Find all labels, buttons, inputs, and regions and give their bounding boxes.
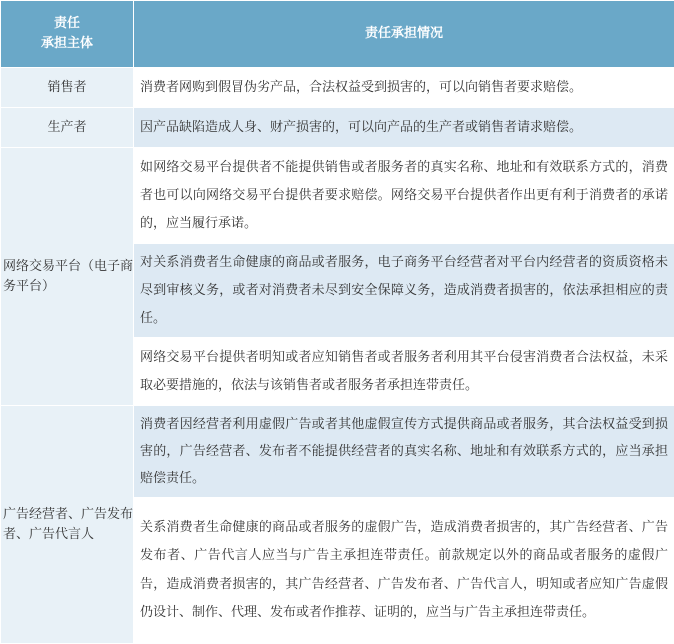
- subject-seller: 销售者: [1, 68, 134, 108]
- subject-platform: 网络交易平台（电子商务平台）: [1, 148, 134, 406]
- responsibility-cell: 消费者因经营者利用虚假广告或者其他虚假宣传方式提供商品或者服务，其合法权益受到损害的，广告经营者、发布者不能提供经营者的真实名称、地址和有效联系方式的，应当承担赔偿责任。: [134, 406, 674, 498]
- responsibility-cell: 关系消费者生命健康的商品或者服务的虚假广告，造成消费者损害的，其广告经营者、广告发布者、广告代言人应当与广告主承担连带责任。前款规定以外的商品或者服务的虚假广告，造成消费者损害的，其广告经营者、广告发布者、广告代言人，明知或者应知广告虚假仍设计、制作、代理、发布或者作推荐、证明的，应当与广告主承担连带责任。: [134, 498, 674, 644]
- table-row: [1, 68, 674, 108]
- table-row: [1, 148, 674, 244]
- responsibility-cell: 对关系消费者生命健康的商品或者服务，电子商务平台经营者对平台内经营者的资质资格未尽到审核义务，或者对消费者未尽到安全保障义务，造成消费者损害的，依法承担相应的责任。: [134, 244, 674, 338]
- subject-advertisers: 广告经营者、广告发布者、广告代言人: [1, 406, 134, 644]
- header-subject-line2: 承担主体: [1, 34, 133, 54]
- responsibility-cell: 如网络交易平台提供者不能提供销售或者服务者的真实名称、地址和有效联系方式的，消费者也可以向网络交易平台提供者要求赔偿。网络交易平台提供者作出更有利于消费者的承诺的，应当履行承诺。: [134, 148, 674, 244]
- header-subject-line1: 责任: [1, 14, 133, 34]
- subject-producer: 生产者: [1, 108, 134, 148]
- table-row: [1, 406, 674, 498]
- header-responsibility: 责任承担情况: [134, 1, 674, 68]
- table-row: [1, 108, 674, 148]
- responsibility-cell: 网络交易平台提供者明知或者应知销售者或者服务者利用其平台侵害消费者合法权益，未采取必要措施的，依法与该销售者或者服务者承担连带责任。: [134, 338, 674, 406]
- responsibility-cell: 消费者网购到假冒伪劣产品，合法权益受到损害的，可以向销售者要求赔偿。: [134, 68, 674, 108]
- header-subject: [1, 1, 134, 68]
- responsibility-cell: 因产品缺陷造成人身、财产损害的，可以向产品的生产者或销售者请求赔偿。: [134, 108, 674, 148]
- header-row: [1, 1, 674, 68]
